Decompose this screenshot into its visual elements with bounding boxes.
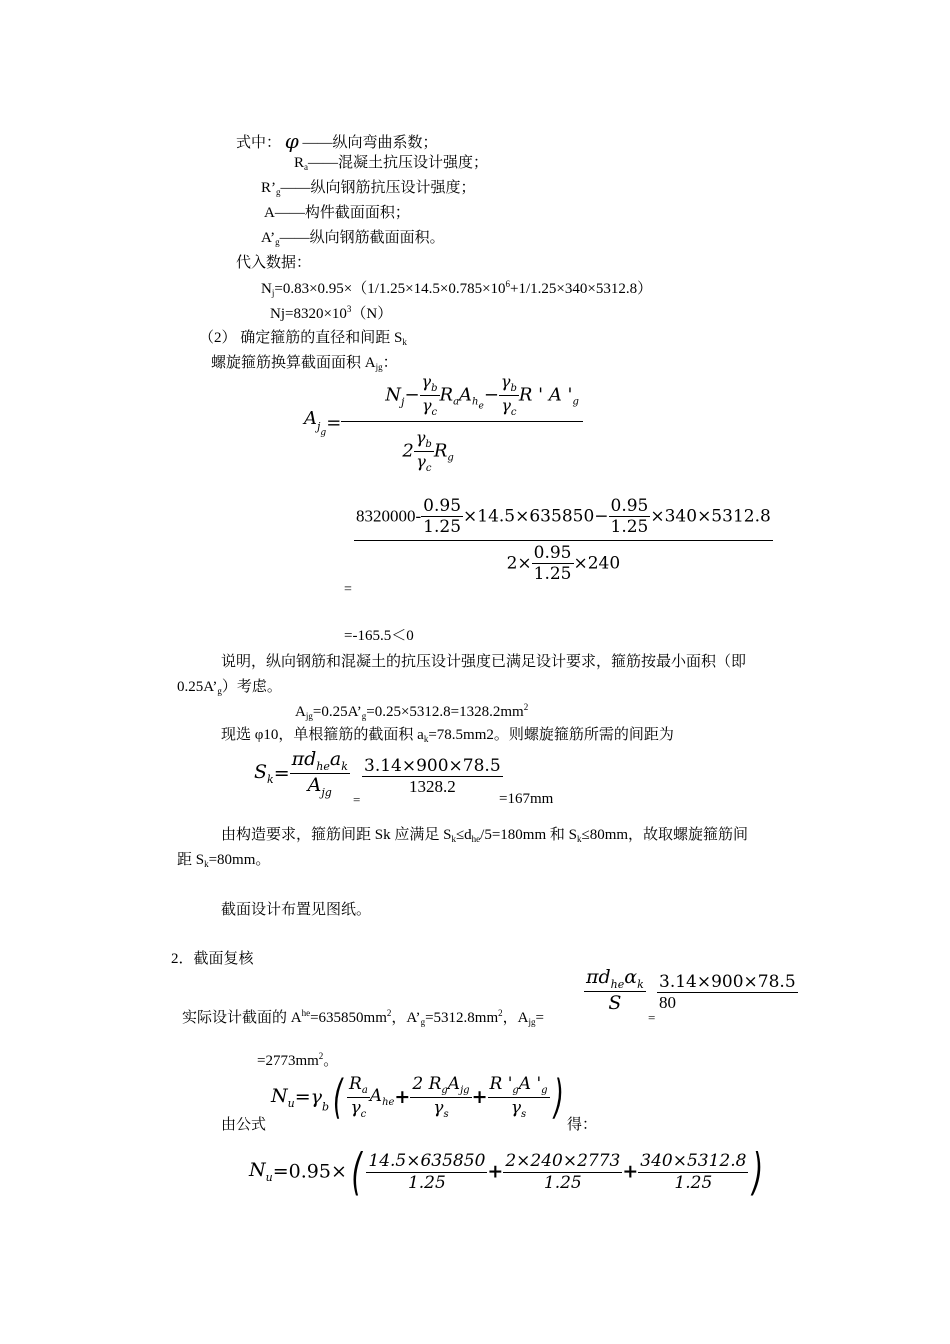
- text: =78.5mm2。则螺旋箍筋所需的间距为: [428, 727, 674, 743]
- equals-sign: =: [648, 1010, 656, 1025]
- line-substitute: [236, 254, 311, 272]
- paragraph-explanation-cont: [177, 678, 282, 697]
- line-ajg-intro: [211, 354, 398, 373]
- subscript: k: [204, 859, 209, 869]
- formula-label-end: 得：: [567, 1117, 598, 1133]
- symbol: a: [329, 748, 342, 770]
- text: =: [535, 1010, 544, 1026]
- number: 80: [659, 993, 676, 1013]
- subscript: u: [287, 1097, 295, 1110]
- sk-result: =167mm: [499, 791, 554, 807]
- subscript: b: [510, 383, 517, 394]
- line-nj-result: [270, 304, 392, 323]
- subscript: e: [478, 401, 484, 412]
- gamma: γ: [416, 452, 426, 471]
- superscript: 3: [346, 304, 352, 314]
- section-heading-check: 2．截面复核: [171, 951, 254, 967]
- subscript: g: [420, 1017, 426, 1027]
- subscript: he: [471, 834, 481, 844]
- subscript: b: [322, 1100, 330, 1114]
- result-negative: =-165.5＜0: [344, 628, 414, 644]
- line-actual-section: [182, 1008, 544, 1028]
- number: 1328.2: [408, 777, 456, 797]
- symbol: R: [439, 384, 454, 406]
- paragraph-drawing: 截面设计布置见图纸。: [221, 902, 372, 918]
- subscript: he: [610, 978, 625, 991]
- text: A——构件截面面积；: [264, 205, 410, 221]
- symbol: A: [304, 408, 317, 430]
- subscript: k: [451, 834, 456, 844]
- subscript: s: [521, 1109, 527, 1121]
- text: 式中：: [236, 135, 282, 151]
- subscript: he: [316, 760, 330, 773]
- gamma: γ: [421, 396, 432, 415]
- paragraph-explanation: [221, 653, 746, 671]
- subscript: jg: [528, 1017, 536, 1027]
- symbol: πd: [291, 748, 317, 770]
- number: 1.25: [423, 517, 462, 538]
- subscript: b: [425, 439, 432, 450]
- gamma: γ: [415, 428, 426, 447]
- symbol: S: [254, 761, 268, 784]
- text: 实际设计截面的 A: [182, 1010, 302, 1026]
- superscript: 2: [523, 702, 529, 712]
- subscript: g: [217, 686, 222, 696]
- text: N: [261, 281, 272, 297]
- paragraph-constraint-cont: [177, 851, 270, 870]
- formula-sk-value: [362, 756, 503, 798]
- formula-ajg-actual: [584, 966, 646, 1015]
- formula-fraction: [354, 496, 773, 585]
- text: ，A’: [391, 1010, 421, 1026]
- text: A: [295, 704, 306, 720]
- number: 1.25: [543, 1172, 582, 1193]
- subscript: h: [472, 396, 479, 408]
- text: 螺旋箍筋换算截面面积 A: [211, 355, 376, 371]
- subscript: b: [431, 383, 438, 394]
- superscript: 6: [505, 279, 511, 289]
- subscript: g: [447, 452, 454, 464]
- symbol: A ': [518, 1074, 542, 1095]
- gamma: γ: [500, 372, 511, 391]
- subscript: g: [441, 1085, 448, 1097]
- paragraph-constraint: [221, 826, 748, 845]
- subscript: jg: [321, 786, 332, 800]
- text: /5=180mm 和 S: [480, 827, 577, 843]
- number: 1.25: [610, 517, 649, 538]
- text: ）考虑。: [221, 679, 282, 695]
- subscript: j: [271, 288, 275, 298]
- phi-symbol: φ: [284, 129, 299, 153]
- text: =80mm。: [208, 852, 271, 868]
- subscript: k: [402, 337, 407, 347]
- subscript: g: [541, 1085, 548, 1097]
- symbol: R: [349, 1074, 362, 1095]
- line-rg: [261, 179, 476, 198]
- text: 说明，纵向钢筋和混凝土的抗压设计强度已满足设计要求，箍筋按最小面积（即: [221, 654, 747, 670]
- subscript: g: [276, 187, 281, 197]
- text: ——纵向钢筋截面面积。: [279, 230, 445, 246]
- text: ——纵向弯曲系数；: [302, 135, 438, 151]
- symbol: A: [459, 384, 473, 406]
- section-heading-2: [199, 329, 407, 348]
- subscript: jg: [305, 711, 313, 721]
- subscript: g: [275, 237, 280, 247]
- subscript: k: [637, 978, 644, 991]
- equals-sign: =: [353, 792, 361, 807]
- text: 代入数据：: [236, 255, 312, 271]
- formula-ajg-actual-value: [657, 972, 798, 1014]
- number: 1.25: [407, 1172, 446, 1193]
- number: 0.95: [423, 496, 462, 516]
- number: 3.14×900×78.5: [659, 972, 796, 992]
- subscript: a: [304, 162, 309, 172]
- formula-nu-numeric: $N_u=0.95\times$( $\frac{14.5\times 635850}{1.25}$ + $\frac{2\times 240\times 2773}{1.25}$ + $\frac{340\times 5312.8}{1.25}$ ): [249, 1143, 764, 1201]
- line-nj-calc: [261, 279, 652, 299]
- formula-label: 由公式: [221, 1117, 267, 1133]
- subscript: g: [512, 1085, 519, 1097]
- symbol: 2 R: [412, 1074, 442, 1095]
- formula-ajg-numeric: [354, 496, 773, 585]
- superscript: 2: [386, 1008, 392, 1018]
- number: 340×5312.8: [640, 1151, 747, 1172]
- subscript: k: [576, 834, 582, 844]
- number: 8320000-: [356, 506, 422, 526]
- number: ×340×5312.8: [650, 506, 771, 527]
- subscript: s: [443, 1109, 449, 1121]
- text: ≤80mm，故取螺旋箍筋间: [581, 827, 749, 843]
- text: ，A: [502, 1010, 529, 1026]
- symbol: +: [622, 1160, 639, 1183]
- line-phi: [236, 129, 438, 153]
- symbol: N: [385, 384, 402, 406]
- number: 2×: [506, 553, 532, 574]
- line-ra: [294, 154, 488, 173]
- symbol: R ': [489, 1074, 513, 1095]
- subscript: k: [423, 734, 429, 744]
- line-a: [264, 204, 410, 222]
- subscript: jg: [375, 362, 383, 372]
- text: 由构造要求，箍筋间距 Sk 应满足 S: [221, 827, 452, 843]
- text: ≤d: [455, 827, 472, 843]
- text: =635850mm: [310, 1010, 387, 1026]
- symbol: +: [487, 1160, 504, 1183]
- formula-ajg-symbolic: $A_{j_g}=$ $N_j-$ $\frac{\gamma_b}{\gamma_c}$ $R_aA_{he}-$ $\frac{\gamma_b}{\gamma_c}$ R ' A '$_g$ 2 $\frac{\gamma_b}{\gamma_c}$ $R_g$: [304, 372, 583, 475]
- number: ×14.5×635850−: [463, 506, 609, 527]
- subscript: a: [453, 396, 460, 408]
- text: ：: [382, 355, 398, 371]
- line-select-bar: [221, 726, 674, 745]
- symbol: N: [249, 1159, 266, 1182]
- text: 现选 φ10，单根箍筋的截面积 a: [221, 727, 424, 743]
- text: ——混凝土抗压设计强度；: [308, 155, 489, 171]
- symbol: N: [271, 1085, 288, 1107]
- symbol: γ: [510, 1098, 522, 1119]
- symbol: R: [294, 155, 305, 171]
- line-ag: [261, 229, 445, 248]
- symbol: A: [307, 774, 322, 797]
- superscript: 2: [498, 1008, 503, 1018]
- number: ×240: [573, 553, 621, 574]
- number: 0.95: [610, 496, 649, 516]
- superscript: he: [301, 1008, 311, 1018]
- formula-lhs: $A_{j_g}$: [304, 408, 327, 439]
- subscript: g: [361, 711, 367, 721]
- number: 0.95: [533, 542, 572, 563]
- text: 距 S: [177, 852, 205, 868]
- text: +1/1.25×340×5312.8）: [510, 281, 653, 297]
- text: ——纵向钢筋抗压设计强度；: [280, 180, 476, 196]
- symbol: =γ: [294, 1086, 322, 1109]
- number: 1.25: [674, 1172, 713, 1193]
- symbol: A’: [261, 230, 276, 246]
- number: 14.5×635850: [368, 1151, 486, 1172]
- text: （2） 确定箍筋的直径和间距 S: [199, 330, 403, 346]
- number: 2×240×2773: [505, 1151, 621, 1172]
- line-ajg-min: [295, 702, 528, 722]
- formula-sk: $S_k=$ $\frac{\pi d_{he}a_k}{A_{jg}}$: [254, 748, 348, 800]
- subscript: g: [572, 396, 579, 408]
- text: =0.25A’: [312, 704, 362, 720]
- number: 1.25: [533, 564, 572, 585]
- symbol: +: [394, 1086, 411, 1109]
- text: =0.83×0.95×（1/1.25×14.5×0.785×10: [274, 281, 506, 297]
- text: （N）: [351, 306, 393, 322]
- formula-fraction: $N_j-$ $\frac{\gamma_b}{\gamma_c}$ $R_aA_{he}-$ $\frac{\gamma_b}{\gamma_c}$ R ' A '$_g$ 2 $\frac{\gamma_b}{\gamma_c}$ $R_g$: [341, 372, 583, 475]
- text: =2773mm: [257, 1053, 319, 1069]
- symbol: R ' A ': [518, 384, 573, 406]
- symbol: S: [608, 992, 622, 1015]
- text: 0.25A’: [177, 679, 218, 695]
- symbol: α: [624, 966, 638, 988]
- formula-fraction: [290, 748, 350, 799]
- text: Nj=8320×10: [270, 306, 347, 322]
- symbol: πd: [586, 966, 611, 988]
- subscript: c: [360, 1109, 367, 1121]
- number: 3.14×900×78.5: [364, 756, 501, 776]
- subscript: u: [265, 1171, 273, 1185]
- subscript: c: [425, 463, 432, 474]
- equals-sign: =: [344, 582, 352, 597]
- text: =5312.8mm: [425, 1010, 499, 1026]
- symbol: γ: [350, 1098, 361, 1119]
- symbol: 2: [402, 440, 414, 462]
- subscript: k: [267, 773, 274, 787]
- superscript: 2: [318, 1051, 324, 1061]
- gamma: γ: [421, 372, 432, 391]
- symbol: +: [471, 1086, 488, 1109]
- symbol: A: [369, 1086, 383, 1107]
- subscript: jg: [460, 1085, 470, 1097]
- text: =0.25×5312.8=1328.2mm: [366, 704, 524, 720]
- subscript: he: [382, 1097, 395, 1109]
- symbol: γ: [433, 1098, 444, 1119]
- gamma: γ: [501, 396, 511, 415]
- text: 。: [323, 1053, 339, 1069]
- symbol: R’: [261, 180, 276, 196]
- result-ajg-actual: [257, 1051, 338, 1070]
- formula-nu-symbolic: $N_u=\gamma_b$( $\frac{R_a}{\gamma_c}$ $A_{he}+$ $\frac{2 R_gA_{jg}}{\gamma_s}$ + $\frac{R '_gA '_g}{\gamma_s}$ ): [271, 1070, 564, 1124]
- number: =0.95×: [272, 1160, 347, 1183]
- subscript: k: [341, 760, 348, 773]
- symbol: R: [433, 440, 448, 462]
- symbol: A: [447, 1074, 461, 1095]
- subscript: c: [510, 407, 517, 418]
- subscript: a: [361, 1085, 368, 1097]
- subscript: c: [431, 407, 438, 418]
